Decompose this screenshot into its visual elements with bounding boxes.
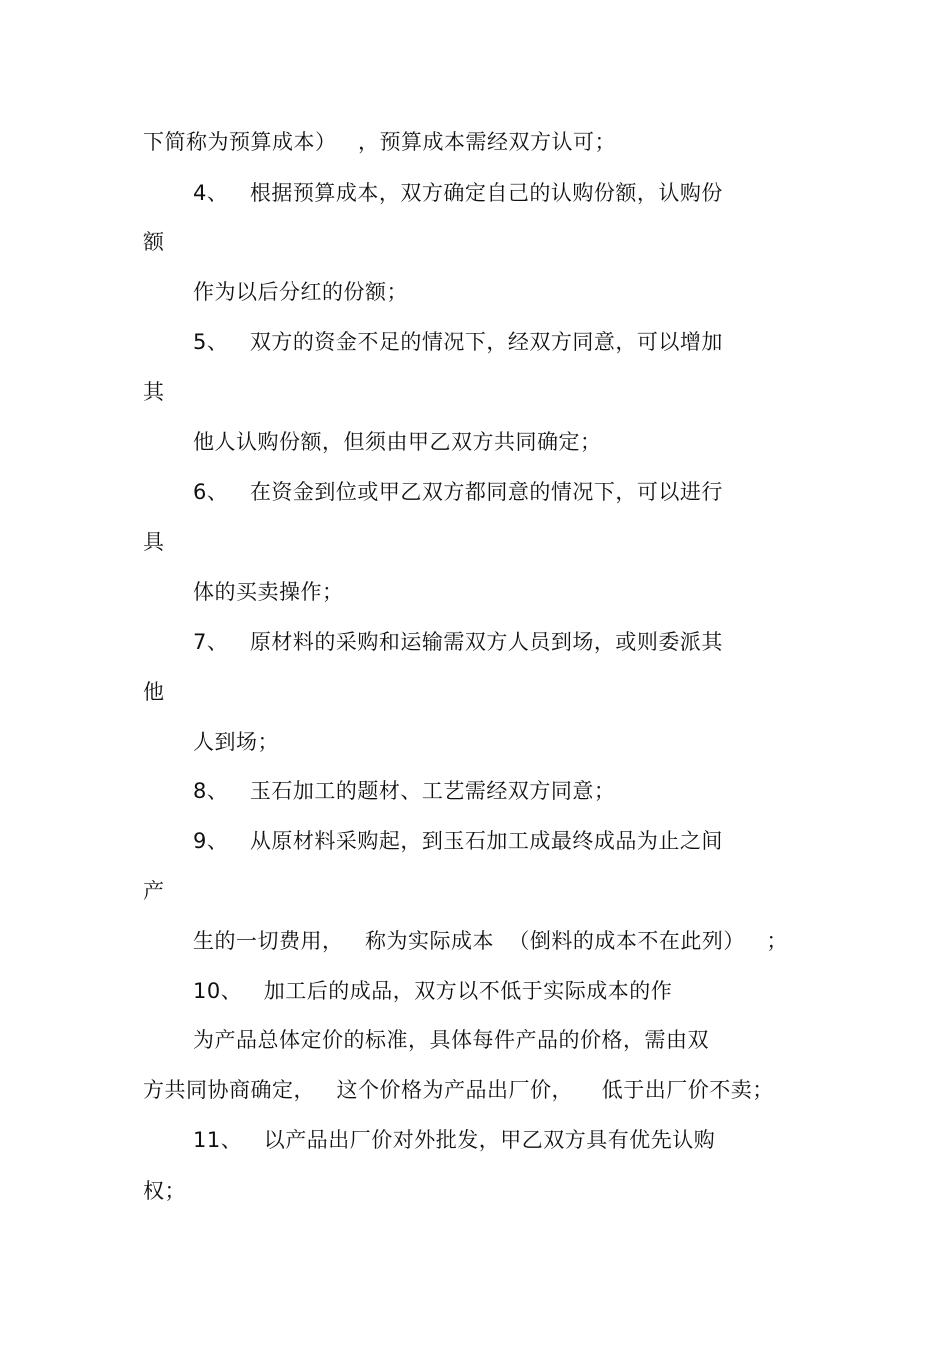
text-line: 具 — [143, 530, 165, 554]
text-line: 9、 从原材料采购起，到玉石加工成最终成品为止之间 — [193, 829, 723, 853]
text-line: 额 — [143, 230, 165, 254]
text-line: 权； — [143, 1179, 186, 1203]
text-line: 生的一切费用， 称为实际成本 （倒料的成本不在此列） ； — [193, 929, 788, 953]
text-line: 6、 在资金到位或甲乙双方都同意的情况下，可以进行 — [193, 480, 723, 504]
text-line: 他人认购份额，但须由甲乙双方共同确定； — [193, 430, 602, 454]
text-line: 5、 双方的资金不足的情况下，经双方同意，可以增加 — [193, 330, 723, 354]
text-line: 其 — [143, 380, 165, 404]
text-line: 人到场； — [193, 730, 279, 754]
text-line: 下简称为预算成本） ，预算成本需经双方认可； — [143, 130, 617, 154]
text-line: 7、 原材料的采购和运输需双方人员到场，或则委派其 — [193, 630, 723, 654]
text-line: 体的买卖操作； — [193, 580, 344, 604]
text-line: 10、 加工后的成品，双方以不低于实际成本的作 — [193, 979, 673, 1003]
text-line: 为产品总体定价的标准，具体每件产品的价格，需由双 — [193, 1028, 709, 1052]
text-line: 作为以后分红的份额； — [193, 280, 408, 304]
text-line: 产 — [143, 879, 165, 903]
text-line: 4、 根据预算成本，双方确定自己的认购份额，认购份 — [193, 181, 723, 205]
text-line: 11、 以产品出厂价对外批发，甲乙双方具有优先认购 — [193, 1128, 716, 1152]
text-line: 他 — [143, 680, 165, 704]
text-line: 8、 玉石加工的题材、工艺需经双方同意； — [193, 779, 616, 803]
text-line: 方共同协商确定， 这个价格为产品出厂价， 低于出厂价不卖； — [143, 1078, 774, 1102]
